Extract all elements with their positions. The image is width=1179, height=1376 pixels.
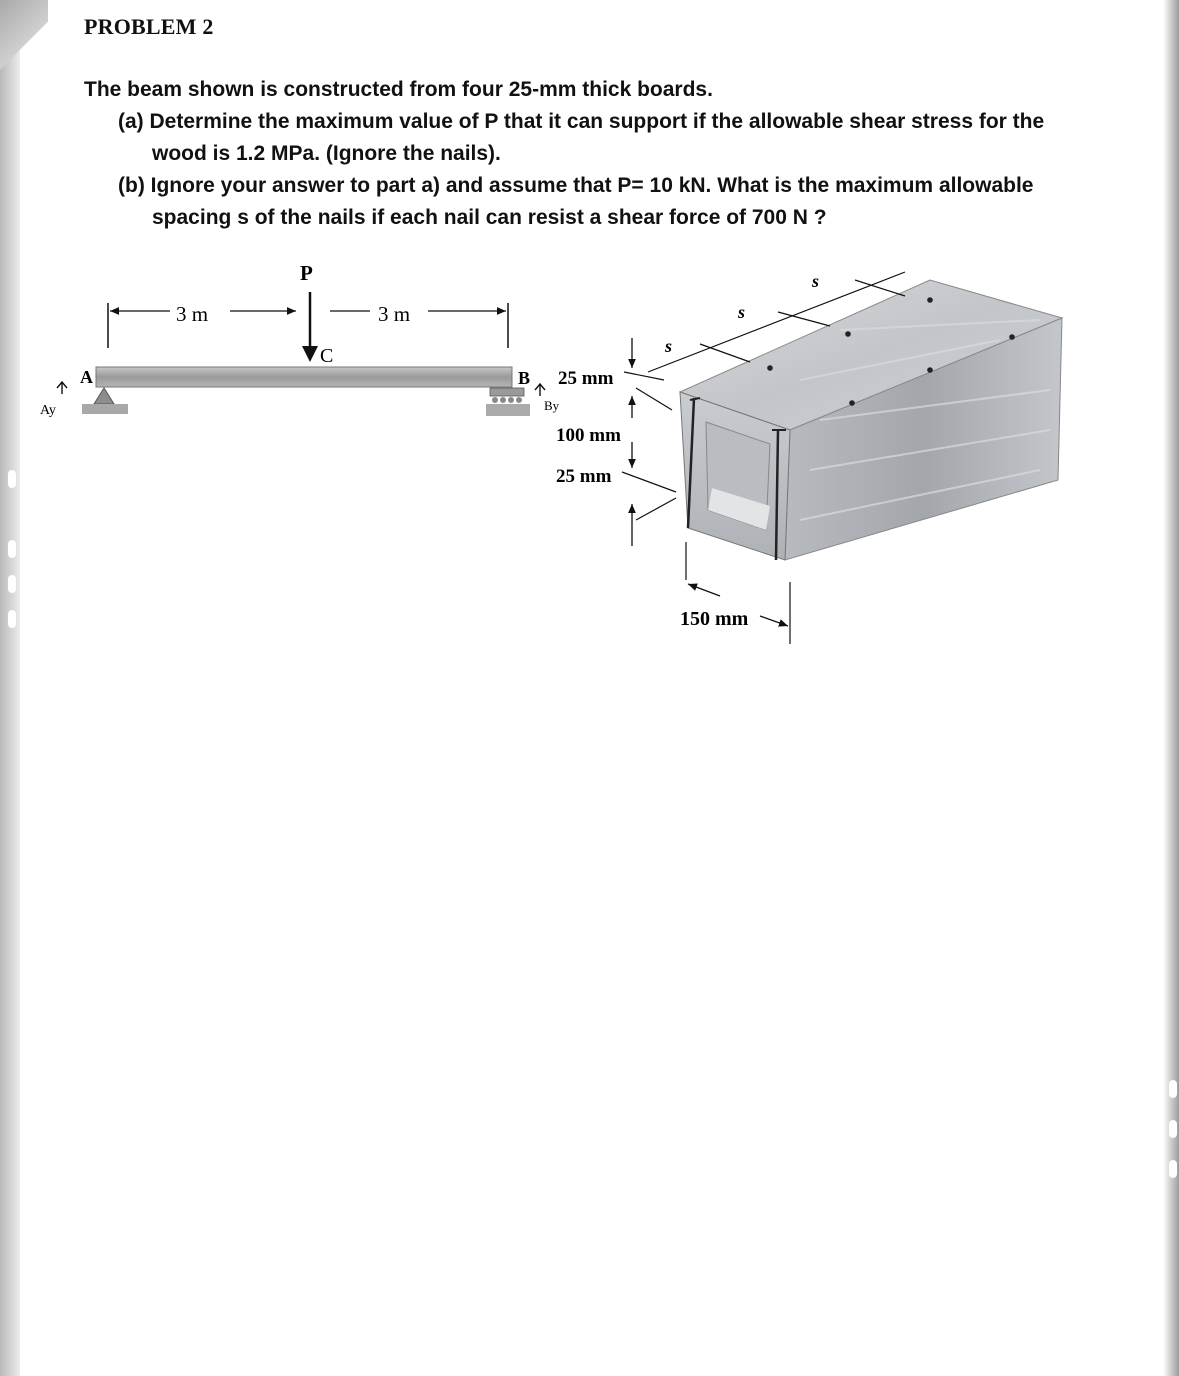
point-c-label: C: [320, 345, 334, 367]
scan-corner-shadow: [0, 0, 48, 90]
box-beam-drawing: [556, 271, 1062, 644]
binder-hole: [1169, 1080, 1177, 1098]
roller: [492, 397, 498, 403]
nail: [845, 331, 851, 337]
part-b-line-1: (b) Ignore your answer to part a) and assume that P= 10 kN. What is the maximum allowable: [118, 174, 1034, 197]
left-span-label: 3 m: [176, 302, 209, 326]
top-thickness-label: 25 mm: [558, 368, 614, 389]
ground-b: [486, 404, 530, 416]
right-span-label: 3 m: [378, 302, 411, 326]
part-a-line-1: (a) Determine the maximum value of P that it can support if the allowable shear stress for the: [118, 110, 1045, 133]
reaction-b-label: By: [544, 398, 560, 413]
nail: [1009, 334, 1015, 340]
pin-support-a: [94, 388, 114, 404]
roller: [516, 397, 522, 403]
support-b-label: B: [518, 368, 531, 388]
load-arrow-head: [302, 346, 318, 362]
part-b-line-2: spacing s of the nails if each nail can resist a shear force of 700 N ?: [152, 206, 827, 229]
nail: [767, 365, 773, 371]
top-thickness-extension: [624, 372, 664, 380]
width-arrow-left: [688, 584, 720, 596]
spacing-label-3: s: [812, 271, 820, 291]
part-a-line-2: wood is 1.2 MPa. (Ignore the nails).: [152, 142, 501, 165]
web-top-extension: [636, 388, 672, 410]
width-arrow-right: [760, 616, 788, 626]
spacing-label-2: s: [738, 302, 746, 322]
scan-left-edge: [0, 0, 20, 1376]
nail: [927, 367, 933, 373]
spacing-label-1: s: [665, 336, 673, 356]
reaction-a-arrow: [57, 382, 67, 394]
reaction-a-label: Ay: [40, 403, 56, 418]
spacing-tick: [700, 344, 750, 362]
roller-support-b: [490, 388, 524, 396]
beam-figure: [0, 240, 1150, 660]
problem-statement: [84, 74, 1064, 234]
problem-title: PROBLEM 2: [84, 14, 214, 39]
roller: [500, 397, 506, 403]
load-label: P: [300, 261, 313, 285]
problem-intro: The beam shown is constructed from four 25-mm thick boards.: [84, 78, 713, 101]
beam-body: [96, 367, 512, 387]
bottom-thickness-label: 25 mm: [556, 466, 612, 487]
nail: [849, 400, 855, 406]
beam-diagram: [40, 261, 560, 418]
web-height-label: 100 mm: [556, 425, 621, 446]
support-a-label: A: [80, 367, 93, 387]
bottom-thickness-extension: [622, 472, 676, 492]
binder-hole: [1169, 1160, 1177, 1178]
ground-a: [82, 404, 128, 414]
bottom-edge-extension: [636, 498, 676, 520]
reaction-b-arrow: [535, 384, 545, 396]
width-label: 150 mm: [680, 608, 749, 630]
roller: [508, 397, 514, 403]
nail: [927, 297, 933, 303]
binder-hole: [1169, 1120, 1177, 1138]
